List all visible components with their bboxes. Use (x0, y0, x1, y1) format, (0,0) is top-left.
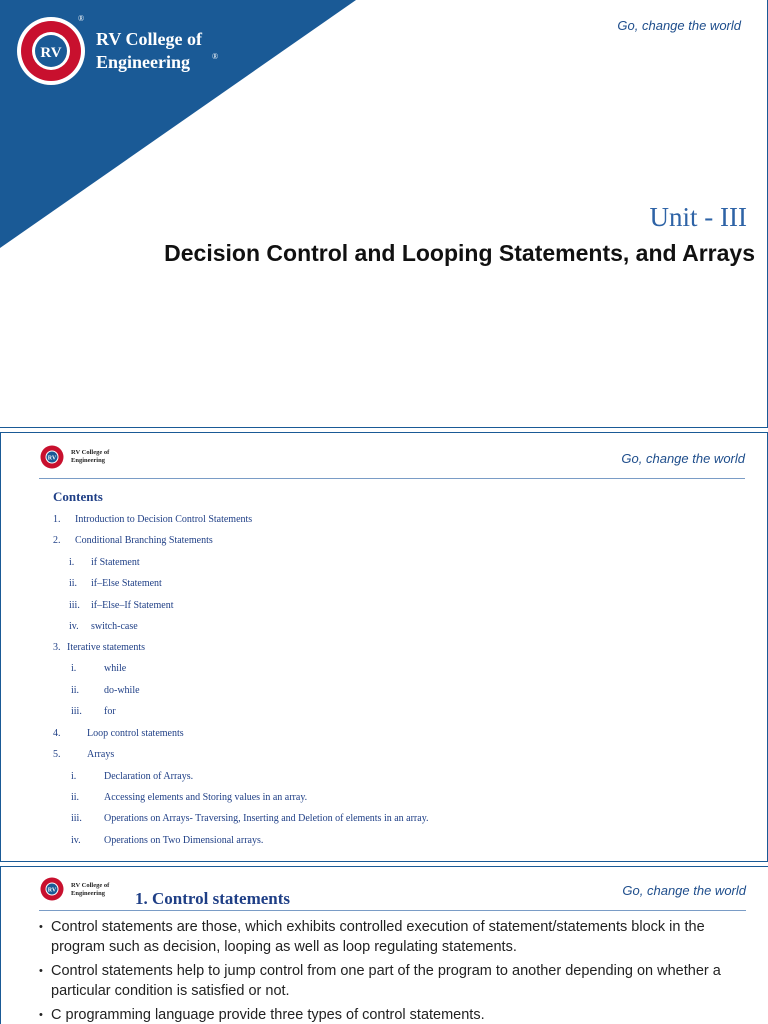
tagline-slide2: Go, change the world (621, 451, 745, 466)
header-divider (39, 478, 745, 479)
college-name-small-line1: RV College of (71, 882, 110, 889)
bullet-text: C programming language provide three types of control statements. (51, 1007, 485, 1023)
logo-initials: RV (40, 45, 62, 61)
bullet-dot: • (39, 965, 43, 977)
logo-small-initials: RV (47, 455, 57, 462)
bullet-item (39, 1005, 739, 1024)
slide-title: Decision Control and Looping Statements, and Arrays (164, 240, 755, 266)
bullet-dot: • (39, 1009, 43, 1021)
college-name-line2: Engineering (96, 52, 191, 72)
rv-logo-small-icon (40, 445, 64, 469)
section-title: 1. Control statements (135, 889, 291, 908)
contents-slide: RV RV College of Engineering Go, change the world Contents 1. Introduction to Decision Control Statements 2. Conditional Branching Statements i. if Statement ii. if–Else Statement iii. if–Else–If Statement iv. switch-case 3. Iterative statements i. while ii. do-while iii. for 4. Loop control statements 5. Arrays i. Declaration of Arrays. ii. Accessing elements and Storing values in an array. iii. Operations on Arrays- Traversing, Inserting and Deletion of elements in an array. iv. Operations on Two Dimensional arrays. (0, 432, 768, 862)
bullet-dot: • (39, 921, 43, 933)
college-name-line1: RV College of (96, 29, 203, 49)
college-name-small-line1: RV College of (71, 449, 110, 456)
college-name-small (71, 449, 109, 465)
tagline: Go, change the world (617, 18, 741, 33)
title-slide (0, 0, 768, 428)
bullet-item (39, 917, 739, 957)
bullet-item (39, 961, 739, 1001)
header-divider (39, 910, 746, 911)
control-statements-slide (0, 866, 768, 1024)
college-name-small-line2: Engineering (71, 457, 105, 464)
rv-logo-icon (16, 16, 86, 86)
tagline-slide3: Go, change the world (622, 883, 746, 898)
contents-heading: Contents (53, 489, 103, 504)
logo-registered-mark: ® (78, 14, 85, 23)
registered-mark: ® (212, 52, 219, 61)
college-name (96, 28, 202, 74)
bullet-text: Control statements are those, which exhibits controlled execution of statement/statements block in the program such as decision, looping as well as loop regulating statements. (51, 919, 705, 955)
unit-label: Unit - III (649, 202, 747, 232)
rv-logo-small-icon (40, 877, 64, 901)
college-name-small (71, 882, 109, 898)
logo-small-initials: RV (47, 887, 57, 894)
bullet-text: Control statements help to jump control from one part of the program to another depending on whether a particular condition is satisfied or not. (51, 963, 721, 999)
college-name-small-line2: Engineering (71, 890, 105, 897)
